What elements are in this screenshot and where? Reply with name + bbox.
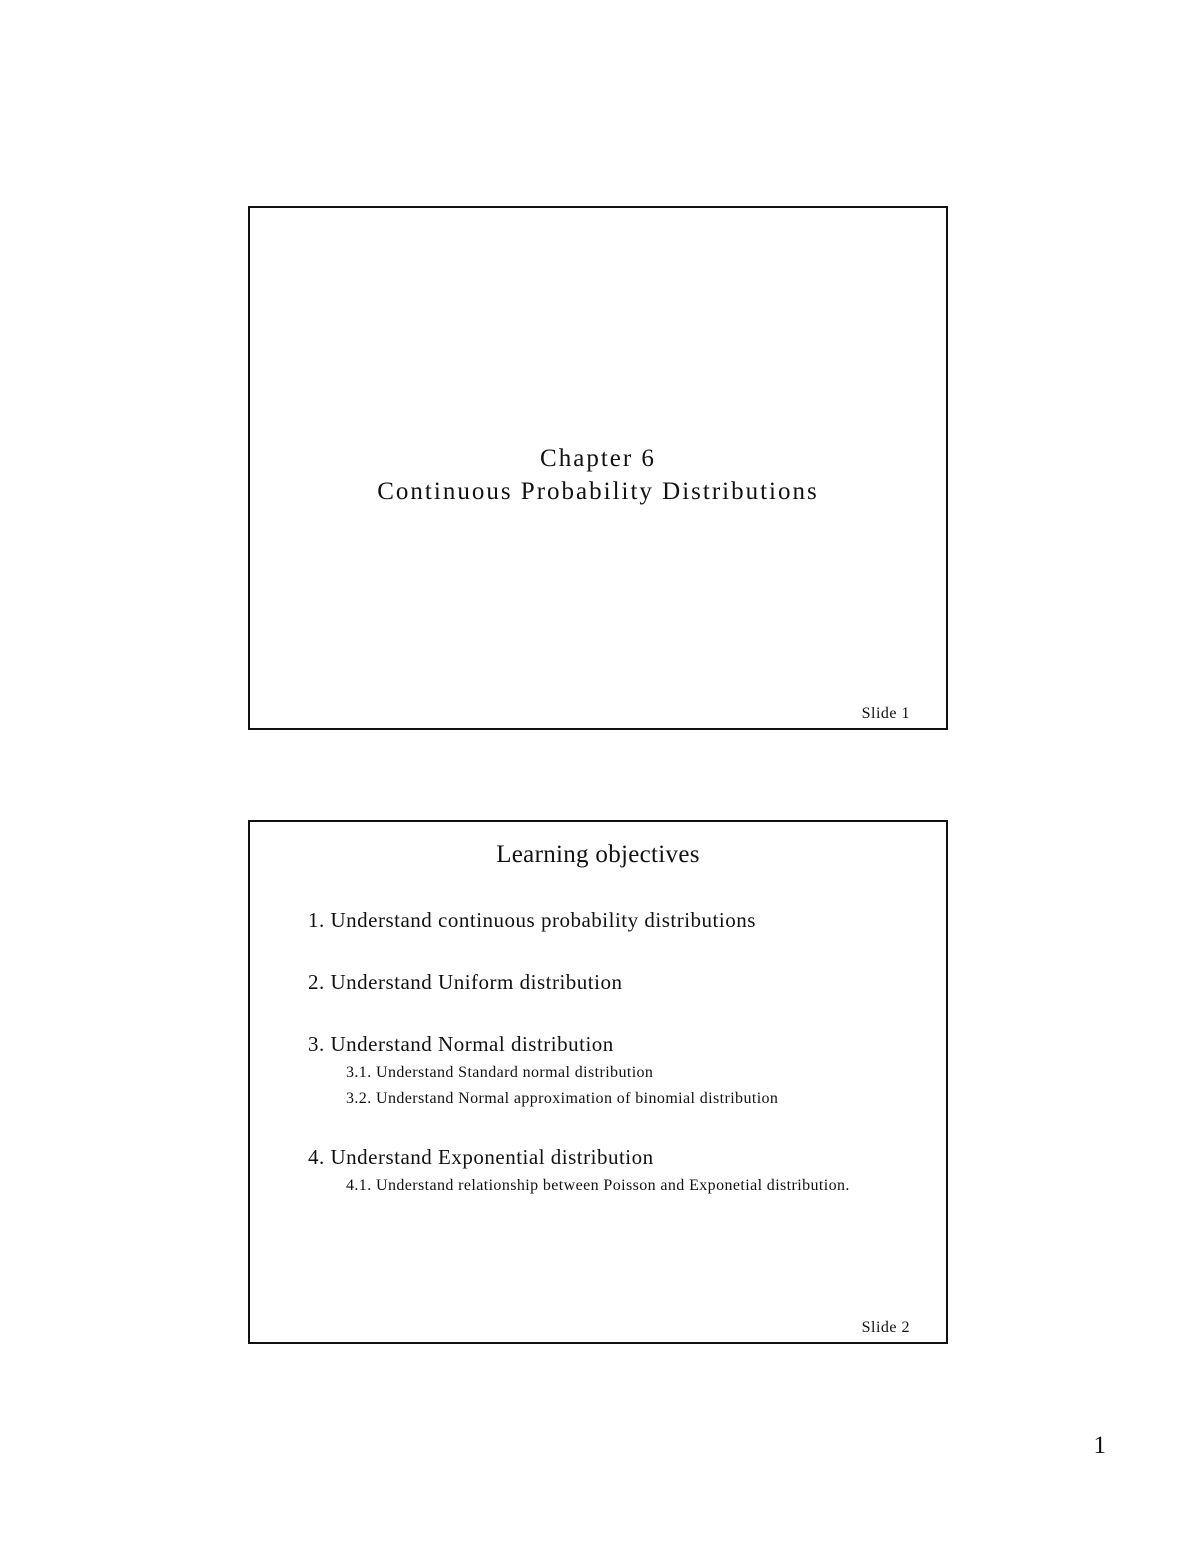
page-number: 1 bbox=[1093, 1432, 1106, 1459]
chapter-title: Continuous Probability Distributions bbox=[377, 478, 819, 505]
sub-objectives bbox=[308, 1175, 908, 1196]
sub-objective-item: 3.2. Understand Normal approximation of binomial distribution bbox=[346, 1090, 779, 1107]
objectives-list bbox=[308, 906, 908, 1201]
objective-item: 4. Understand Exponential distribution bbox=[308, 1145, 654, 1169]
slide-2 bbox=[248, 820, 948, 1344]
sub-objective-item: 3.1. Understand Standard normal distribution bbox=[346, 1064, 654, 1081]
slide-1 bbox=[248, 206, 948, 730]
slide-number: Slide 1 bbox=[861, 705, 910, 722]
slide-title bbox=[250, 442, 946, 508]
objective-item: 3. Understand Normal distribution bbox=[308, 1032, 614, 1056]
sub-objective-item: 4.1. Understand relationship between Poisson and Exponetial distribution. bbox=[346, 1177, 850, 1194]
objective-item: 2. Understand Uniform distribution bbox=[308, 970, 623, 994]
slide-heading: Learning objectives bbox=[496, 841, 700, 868]
sub-objectives bbox=[308, 1062, 908, 1109]
chapter-label: Chapter 6 bbox=[540, 445, 656, 472]
objective-item: 1. Understand continuous probability distributions bbox=[308, 908, 756, 932]
slide-number: Slide 2 bbox=[861, 1319, 910, 1336]
